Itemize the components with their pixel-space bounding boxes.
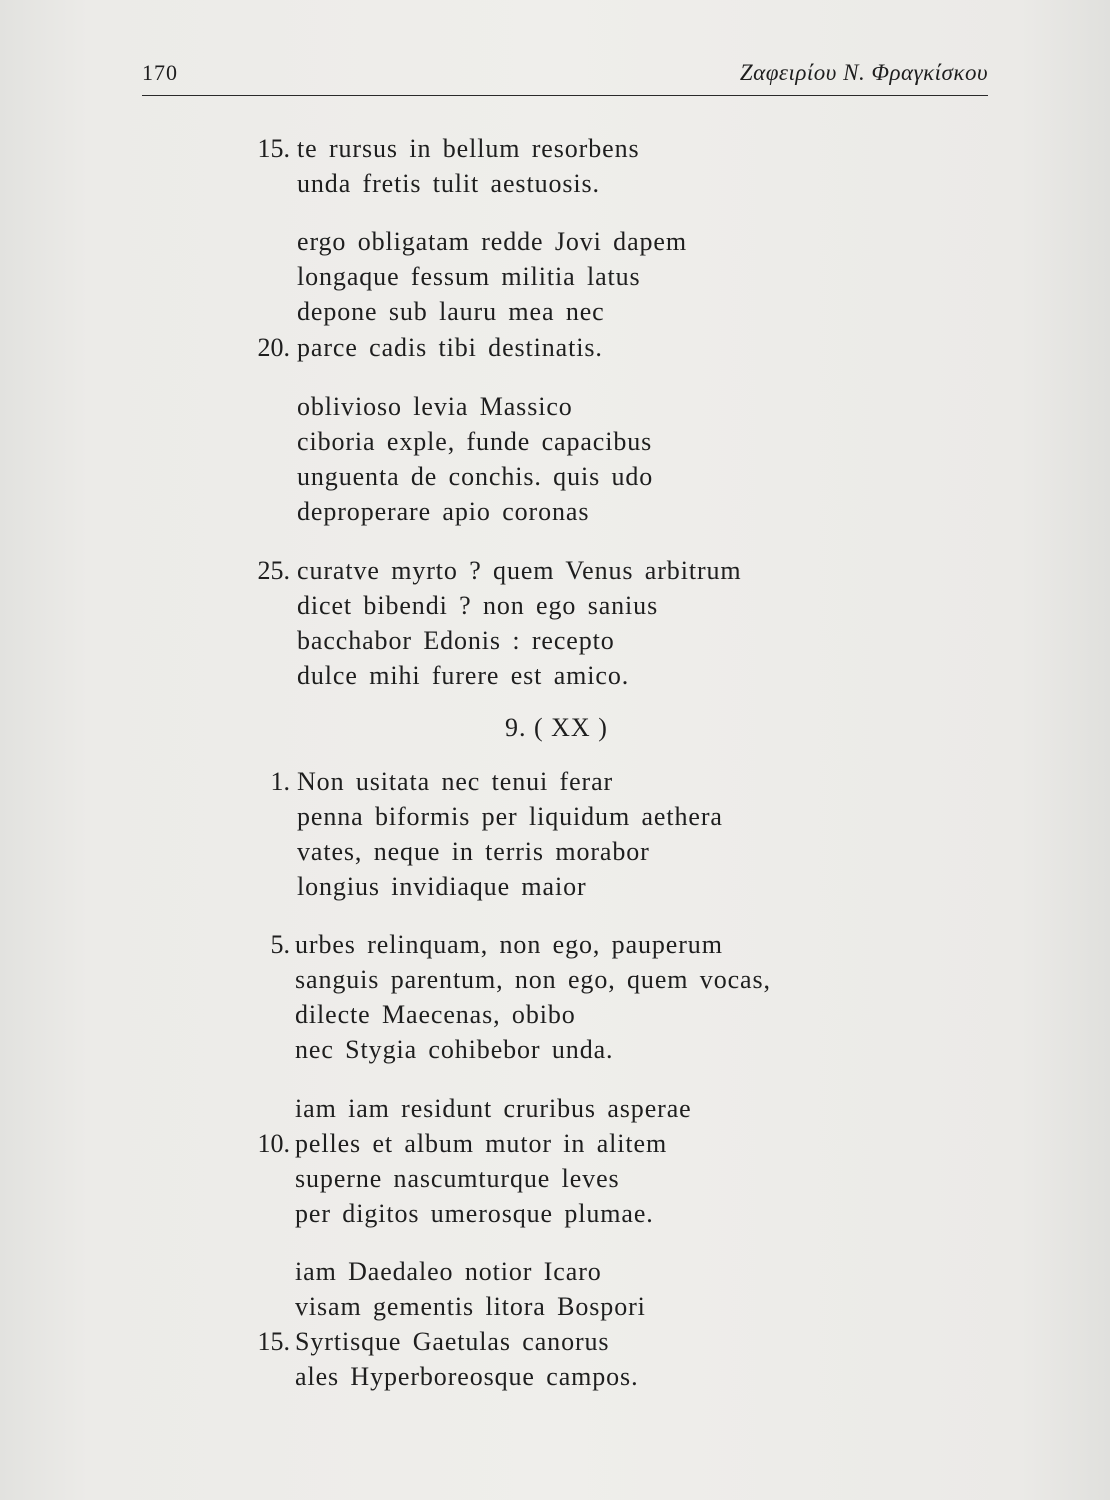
verse-line: deproperare apio coronas bbox=[297, 497, 590, 526]
verse-line: te rursus in bellum resorbens bbox=[297, 134, 640, 163]
verse-line: Non usitata nec tenui ferar bbox=[297, 767, 614, 796]
verse-line: unguenta de conchis. quis udo bbox=[297, 462, 654, 491]
line-number: 15. bbox=[257, 134, 290, 163]
verse-line: superne nascumturque leves bbox=[295, 1164, 620, 1193]
page-header bbox=[142, 60, 988, 96]
verse-line: unda fretis tulit aestuosis. bbox=[297, 169, 600, 198]
verse-line: Syrtisque Gaetulas canorus bbox=[295, 1327, 610, 1356]
verse-line: per digitos umerosque plumae. bbox=[295, 1199, 654, 1228]
verse-line: vates, neque in terris morabor bbox=[297, 837, 650, 866]
header-rule bbox=[142, 95, 988, 96]
verse-line: penna biformis per liquidum aethera bbox=[297, 802, 723, 831]
verse-line: dicet bibendi ? non ego sanius bbox=[297, 591, 659, 620]
verse-line: ciboria exple, funde capacibus bbox=[297, 427, 653, 456]
line-number: 1. bbox=[270, 767, 290, 796]
verse-line: iam iam residunt cruribus asperae bbox=[295, 1094, 692, 1123]
running-head: Ζαφειρίου Ν. Φραγκίσκου bbox=[739, 60, 988, 85]
verse-line: oblivioso levia Massico bbox=[297, 392, 573, 421]
poem-heading: 9. ( XX ) bbox=[505, 713, 608, 742]
line-number: 20. bbox=[257, 333, 290, 362]
verse-line: ales Hyperboreosque campos. bbox=[295, 1362, 639, 1391]
verse-line: sanguis parentum, non ego, quem vocas, bbox=[295, 965, 771, 994]
verse-line: pelles et album mutor in alitem bbox=[295, 1129, 668, 1158]
verse-line: dilecte Maecenas, obibo bbox=[295, 1000, 576, 1029]
verse-line: visam gementis litora Bospori bbox=[295, 1292, 646, 1321]
line-number: 15. bbox=[257, 1327, 290, 1356]
line-number: 5. bbox=[270, 930, 290, 959]
page-number: 170 bbox=[142, 60, 178, 85]
verse-line: depone sub lauru mea nec bbox=[297, 297, 605, 326]
line-number: 25. bbox=[257, 556, 290, 585]
verse-line: iam Daedaleo notior Icaro bbox=[295, 1257, 602, 1286]
line-number: 10. bbox=[257, 1129, 290, 1158]
verse-line: nec Stygia cohibebor unda. bbox=[295, 1035, 614, 1064]
verse-line: longius invidiaque maior bbox=[297, 872, 587, 901]
verse-line: bacchabor Edonis : recepto bbox=[297, 626, 615, 655]
verse-line: urbes relinquam, non ego, pauperum bbox=[295, 930, 723, 959]
verse-line: ergo obligatam redde Jovi dapem bbox=[297, 227, 687, 256]
verse-line: curatve myrto ? quem Venus arbitrum bbox=[297, 556, 742, 585]
verse-line: parce cadis tibi destinatis. bbox=[297, 333, 603, 362]
verse-line: dulce mihi furere est amico. bbox=[297, 661, 630, 690]
verse-line: longaque fessum militia latus bbox=[297, 262, 641, 291]
